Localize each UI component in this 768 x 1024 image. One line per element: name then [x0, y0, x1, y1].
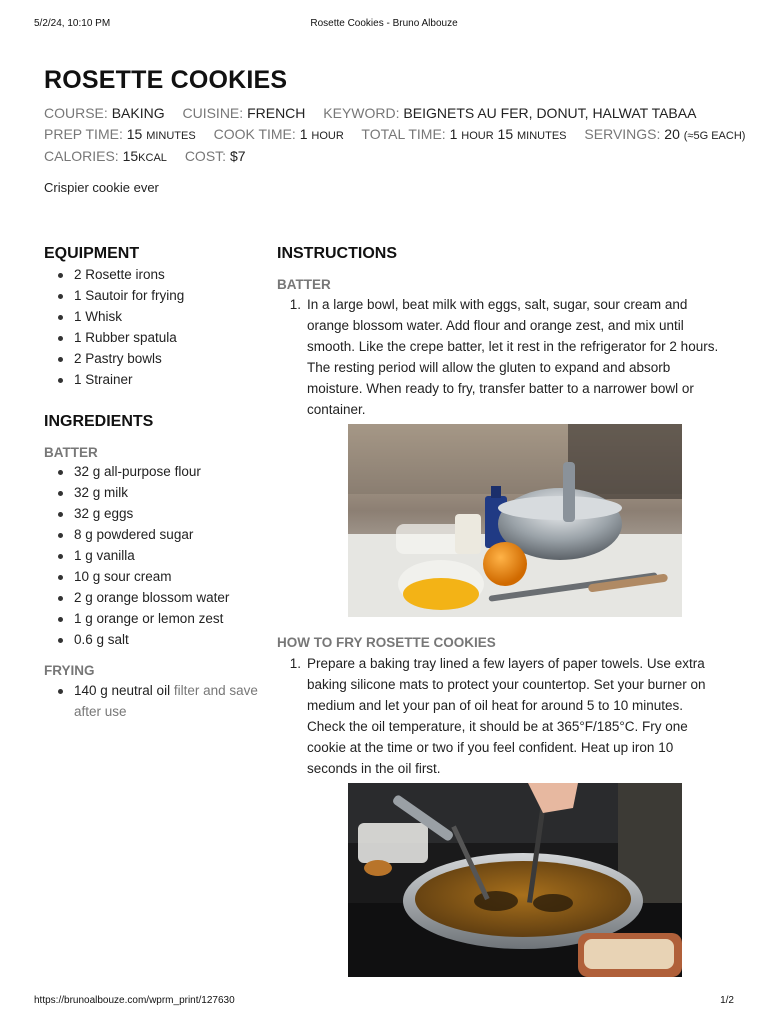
total-time-minutes: 15 — [497, 126, 514, 142]
cost-label: COST: — [184, 148, 227, 164]
total-time-label: TOTAL TIME: — [361, 126, 446, 142]
print-url: https://brunoalbouze.com/wprm_print/127630 — [34, 995, 235, 1006]
batter-photo — [348, 424, 682, 617]
ingredient-item: 10 g sour cream — [56, 567, 229, 588]
cook-time-unit: HOUR — [311, 130, 344, 142]
step-line: Prepare a baking tray lined a few layers of paper towels. Use extra — [307, 656, 705, 671]
frying-photo — [348, 783, 682, 977]
step-text — [307, 653, 732, 779]
page-number: 1/2 — [720, 995, 734, 1006]
course-label: COURSE: — [44, 105, 108, 121]
prep-time-unit: MINUTES — [146, 130, 196, 142]
course-value[interactable]: BAKING — [111, 105, 165, 121]
cost-value: $7 — [229, 148, 246, 164]
instructions-heading: INSTRUCTIONS — [277, 245, 397, 262]
calories-label: CALORIES: — [44, 148, 119, 164]
recipe-meta-nutrition — [44, 148, 246, 164]
ingredient-item: 8 g powdered sugar — [56, 525, 229, 546]
step-line: Check the oil temperature, it should be at 365°F/185°C. Fry one — [307, 719, 688, 734]
ingredient-item: 2 g orange blossom water — [56, 588, 229, 609]
keyword-value: BEIGNETS AU FER, DONUT, HALWAT TABAA — [403, 105, 697, 121]
ingredients-batter-heading: BATTER — [44, 445, 98, 460]
recipe-title: ROSETTE COOKIES — [44, 66, 288, 94]
servings-note: (≈5G EACH) — [683, 130, 746, 142]
instructions-fry-heading: HOW TO FRY ROSETTE COOKIES — [277, 635, 496, 650]
print-page-title: Rosette Cookies - Bruno Albouze — [310, 18, 458, 29]
step-line: smooth. Like the crepe batter, let it rest in the refrigerator for 2 hours. — [307, 339, 719, 354]
cuisine-value[interactable]: FRENCH — [247, 105, 306, 121]
recipe-meta-tags — [44, 105, 696, 121]
servings-label: SERVINGS: — [584, 126, 661, 142]
ingredient-item: 32 g all-purpose flour — [56, 462, 229, 483]
ingredient-note-line2: after use — [74, 704, 127, 719]
cook-time-label: COOK TIME: — [213, 126, 296, 142]
ingredients-heading: INGREDIENTS — [44, 413, 154, 430]
ingredient-note: filter and save — [173, 683, 258, 698]
batter-step — [286, 294, 732, 420]
step-number: 1. — [289, 297, 301, 312]
equipment-item: 1 Rubber spatula — [56, 328, 184, 349]
ingredient-item: 1 g orange or lemon zest — [56, 609, 229, 630]
ingredient-item — [56, 681, 258, 702]
total-time-hour-unit: HOUR — [461, 130, 494, 142]
ingredient-note-continued — [56, 702, 258, 723]
ingredient-item: 0.6 g salt — [56, 630, 229, 651]
equipment-item: 1 Strainer — [56, 370, 184, 391]
equipment-heading: EQUIPMENT — [44, 245, 140, 262]
step-text — [307, 294, 732, 420]
print-date: 5/2/24, 10:10 PM — [34, 18, 111, 29]
step-line: moisture. When ready to fry, transfer batter to a narrower bowl or — [307, 381, 694, 396]
step-number: 1. — [289, 656, 301, 671]
ingredient-item: 1 g vanilla — [56, 546, 229, 567]
cook-time-value: 1 — [299, 126, 308, 142]
prep-time-value: 15 — [126, 126, 143, 142]
equipment-item: 1 Sautoir for frying — [56, 286, 184, 307]
calories-value: 15 — [122, 148, 139, 164]
ingredient-item: 32 g milk — [56, 483, 229, 504]
step-line: In a large bowl, beat milk with eggs, salt, sugar, sour cream and — [307, 297, 688, 312]
step-line: medium and let your pan of oil heat for around 5 to 10 minutes. — [307, 698, 683, 713]
step-line: orange blossom water. Add flour and orange zest, and mix until — [307, 318, 684, 333]
step-line: seconds in the oil first. — [307, 761, 441, 776]
frying-ingredients-list — [56, 681, 258, 723]
batter-ingredients-list — [56, 462, 229, 651]
prep-time-label: PREP TIME: — [44, 126, 123, 142]
keyword-label: KEYWORD: — [323, 105, 400, 121]
print-header — [34, 18, 734, 32]
step-line: cookie at the time or two if you feel confident. Heat up iron 10 — [307, 740, 674, 755]
equipment-item: 1 Whisk — [56, 307, 184, 328]
recipe-summary: Crispier cookie ever — [44, 180, 159, 195]
step-line: baking silicone mats to protect your countertop. Set your burner on — [307, 677, 706, 692]
equipment-item: 2 Pastry bowls — [56, 349, 184, 370]
servings-value: 20 — [664, 126, 680, 142]
fry-step — [286, 653, 732, 779]
equipment-item: 2 Rosette irons — [56, 265, 184, 286]
total-time-minute-unit: MINUTES — [517, 130, 567, 142]
cuisine-label: CUISINE: — [182, 105, 244, 121]
ingredient-text: 140 g neutral oil — [74, 683, 171, 698]
total-time-hours: 1 — [449, 126, 458, 142]
step-line: The resting period will allow the gluten to expand and absorb — [307, 360, 671, 375]
equipment-list — [56, 265, 184, 391]
calories-unit: KCAL — [138, 152, 167, 164]
step-line: container. — [307, 402, 366, 417]
ingredient-item: 32 g eggs — [56, 504, 229, 525]
recipe-meta-times — [44, 126, 745, 142]
ingredients-frying-heading: FRYING — [44, 663, 95, 678]
print-footer — [34, 995, 734, 1009]
instructions-batter-heading: BATTER — [277, 277, 331, 292]
